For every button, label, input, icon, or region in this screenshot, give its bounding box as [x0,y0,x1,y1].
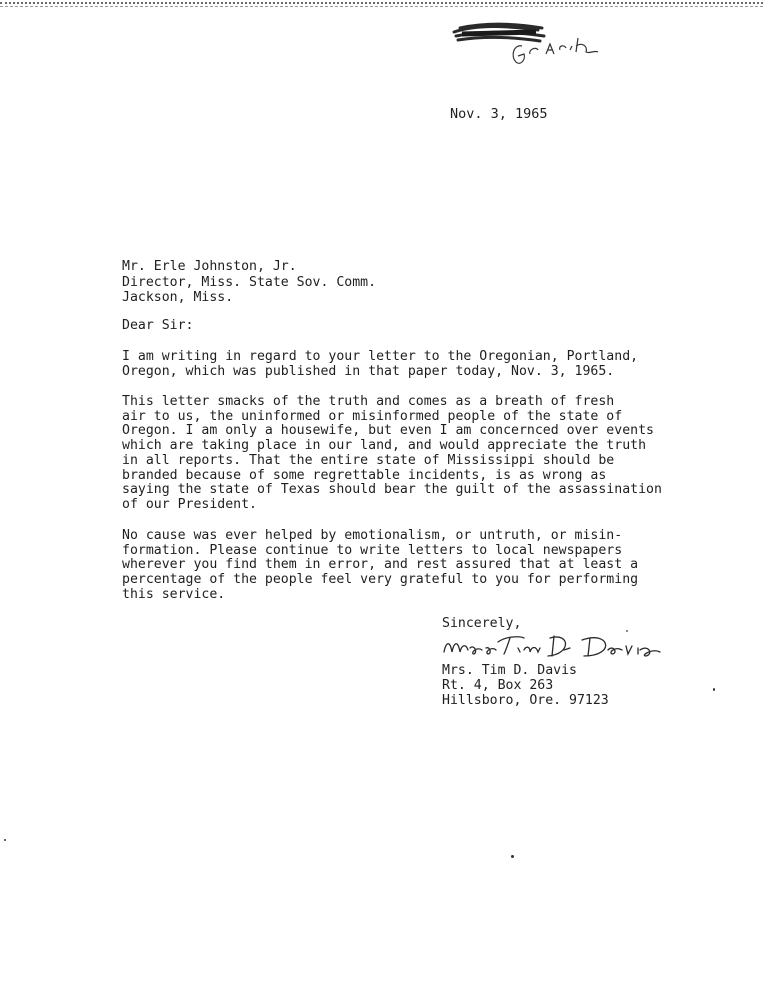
handwritten-annotation [448,10,618,70]
paragraph-line: percentage of the people feel very grateful to you for performing [122,572,639,588]
body-paragraph-2 [122,395,662,513]
page-edge-dashes [0,6,763,7]
body-paragraph-3 [122,529,638,603]
letter-date: Nov. 3, 1965 [450,106,548,122]
paragraph-line: branded because of some regrettable incidents, is as wrong as [122,467,607,483]
paragraph-line: wherever you find them in error, and rest assured that at least a [122,557,639,573]
paragraph-line: in all reports. That the entire state of Mississippi should be [122,452,615,468]
paragraph-line: Oregon. I am only a housewife, but even I am concernced over events [122,423,654,439]
sender-line: Hillsboro, Ore. 97123 [442,693,609,708]
closing: Sincerely, [442,616,522,631]
recipient-line: Mr. Erle Johnston, Jr. [122,259,297,274]
sender-address [442,663,609,708]
scan-speck [511,855,514,858]
sender-line: Rt. 4, Box 263 [442,678,554,693]
paragraph-line: which are taking place in our land, and would appreciate the truth [122,438,647,454]
recipient-address [122,259,376,306]
recipient-line: Jackson, Miss. [122,290,234,305]
page-edge-dots [0,2,763,4]
handwritten-signature [440,628,665,662]
scan-speck [713,688,715,691]
paragraph-line: of our President. [122,496,257,512]
paragraph-line: Oregon, which was published in that paper today, Nov. 3, 1965. [122,363,615,379]
paragraph-line: saying the state of Texas should bear the guilt of the assassination [122,482,662,498]
paragraph-line: No cause was ever helped by emotionalism, or untruth, or misin- [122,528,623,543]
sender-line: Mrs. Tim D. Davis [442,663,577,678]
scan-speck [4,839,6,841]
recipient-line: Director, Miss. State Sov. Comm. [122,274,377,290]
paragraph-line: I am writing in regard to your letter to the Oregonian, Portland, [122,349,639,364]
paragraph-line: formation. Please continue to write letters to local newspapers [122,542,623,558]
paragraph-line: this service. [122,586,226,602]
salutation: Dear Sir: [122,318,194,333]
paragraph-line: air to us, the uninformed or misinformed people of the state of [122,408,623,424]
paragraph-line: This letter smacks of the truth and comes as a breath of fresh [122,394,615,409]
body-paragraph-1 [122,350,638,379]
